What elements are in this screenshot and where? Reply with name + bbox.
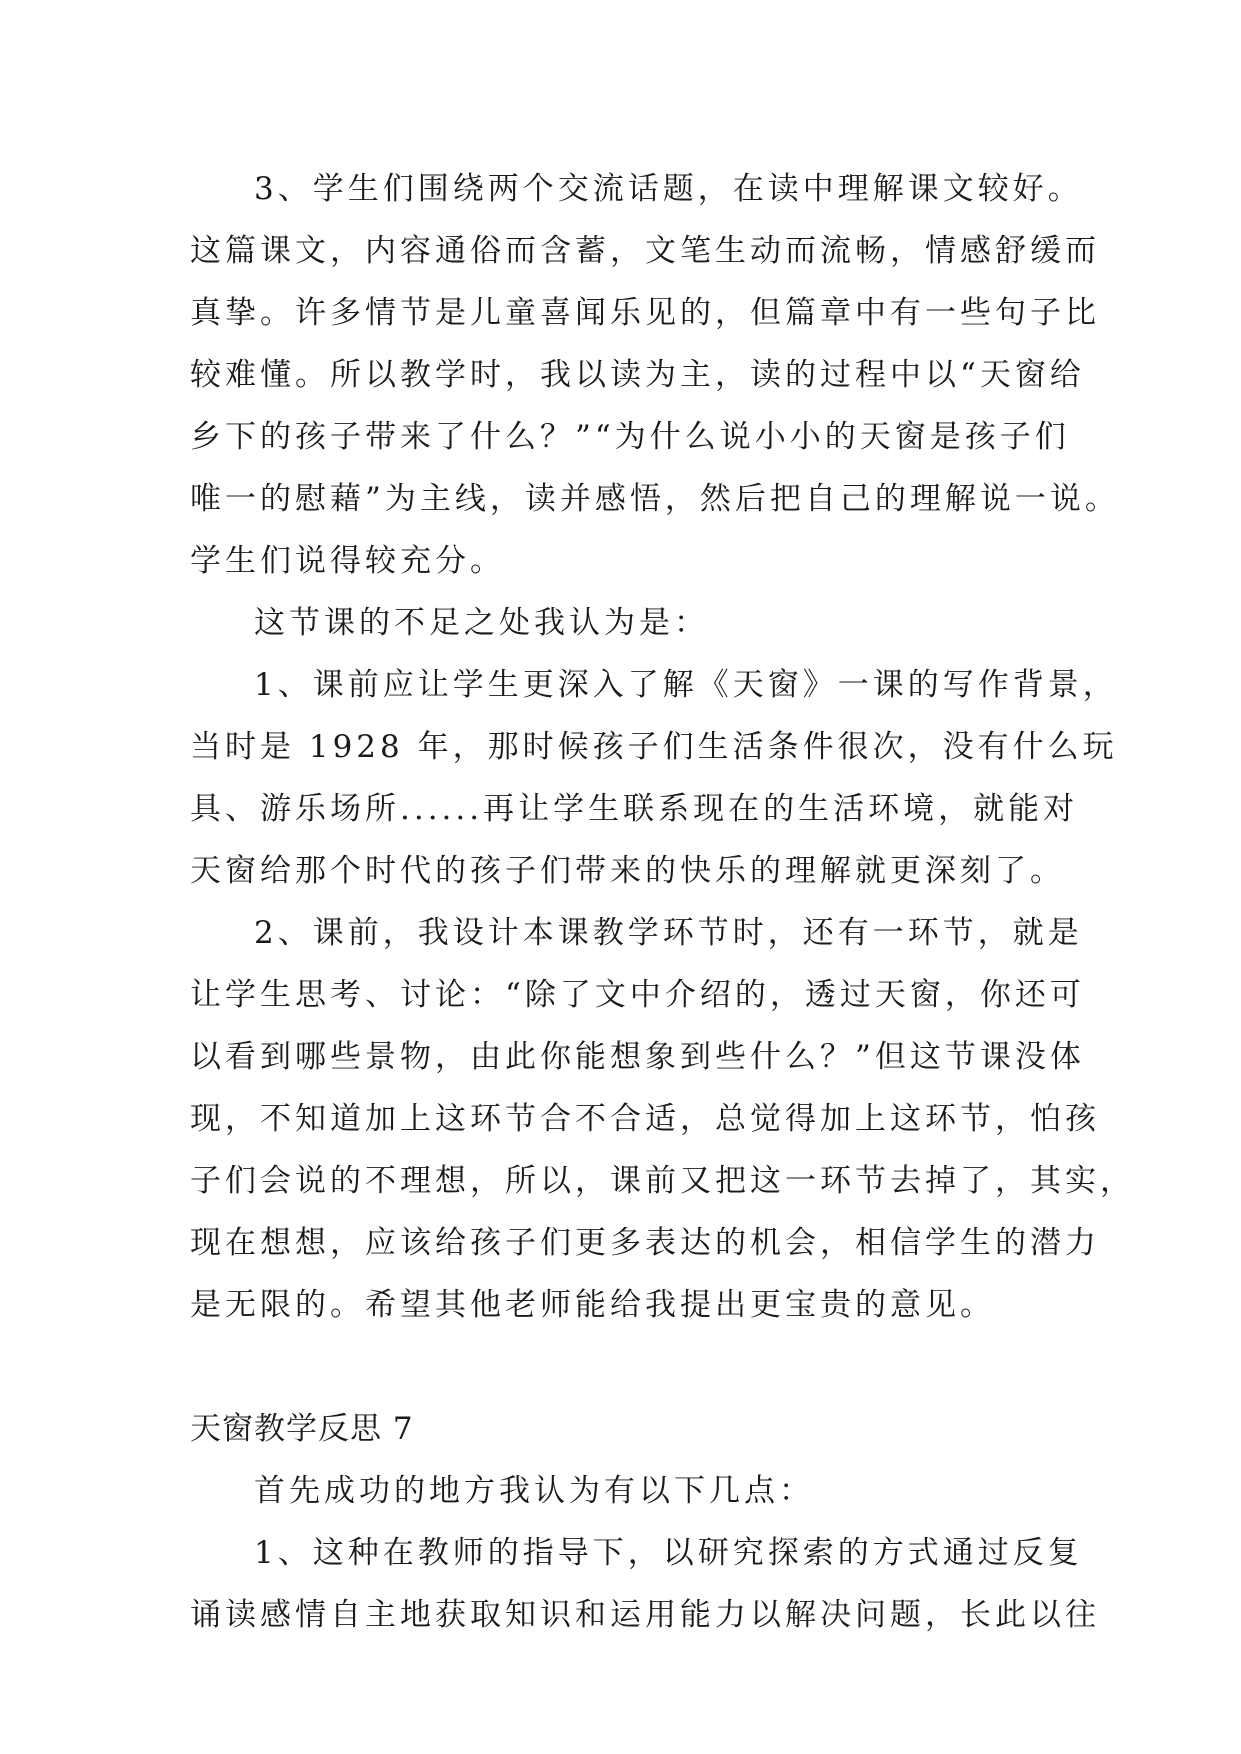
text-line: 现，不知道加上这环节合不合适，总觉得加上这环节，怕孩 [190, 1101, 1100, 1137]
paragraph-reflection-point-3 [190, 158, 1120, 592]
text-line: 3、学生们围绕两个交流话题，在读中理解课文较好。 [254, 171, 1083, 207]
text-line: 首先成功的地方我认为有以下几点： [254, 1473, 814, 1509]
text-line: 这篇课文，内容通俗而含蓄，文笔生动而流畅，情感舒缓而 [190, 233, 1100, 269]
paragraph-successes-intro [190, 1460, 1050, 1522]
text-line: 乡下的孩子带来了什么？”“为什么说小小的天窗是孩子们 [190, 419, 1070, 455]
text-line: 当时是 1928 年，那时候孩子们生活条件很次，没有什么玩 [190, 729, 1118, 765]
text-line: 让学生思考、讨论：“除了文中介绍的，透过天窗，你还可 [190, 977, 1085, 1013]
text-line: 具、游乐场所......再让学生联系现在的生活环境，就能对 [190, 791, 1079, 827]
text-line: 子们会说的不理想，所以，课前又把这一环节去掉了，其实， [190, 1163, 1135, 1199]
text-line: 现在想想，应该给孩子们更多表达的机会，相信学生的潜力 [190, 1225, 1100, 1261]
text-line: 是无限的。希望其他老师能给我提出更宝贵的意见。 [190, 1287, 995, 1323]
text-line: 诵读感情自主地获取知识和运用能力以解决问题，长此以往 [190, 1597, 1100, 1633]
document-body [190, 158, 1135, 1646]
text-line: 2、课前，我设计本课教学环节时，还有一环节，就是 [254, 915, 1083, 951]
text-line: 以看到哪些景物，由此你能想象到些什么？”但这节课没体 [190, 1039, 1085, 1075]
text-line: 唯一的慰藉”为主线，读并感悟，然后把自己的理解说一说。 [190, 481, 1120, 517]
paragraph-shortcoming-1 [190, 654, 1118, 902]
text-line: 真挚。许多情节是儿童喜闻乐见的，但篇章中有一些句子比 [190, 295, 1100, 331]
paragraph-shortcomings-intro [190, 592, 1050, 654]
text-line: 天窗给那个时代的孩子们带来的快乐的理解就更深刻了。 [190, 853, 1065, 889]
text-line: 学生们说得较充分。 [190, 543, 505, 579]
section-spacer [190, 1336, 1050, 1398]
text-line: 较难懂。所以教学时，我以读为主，读的过程中以“天窗给 [190, 357, 1085, 393]
paragraph-success-1 [190, 1522, 1100, 1646]
section-title: 天窗教学反思 7 [190, 1411, 414, 1447]
text-line: 1、这种在教师的指导下，以研究探索的方式通过反复 [254, 1535, 1083, 1571]
paragraph-shortcoming-2 [190, 902, 1135, 1336]
text-line: 这节课的不足之处我认为是： [254, 605, 709, 641]
text-line: 1、课前应让学生更深入了解《天窗》一课的写作背景， [254, 667, 1118, 703]
